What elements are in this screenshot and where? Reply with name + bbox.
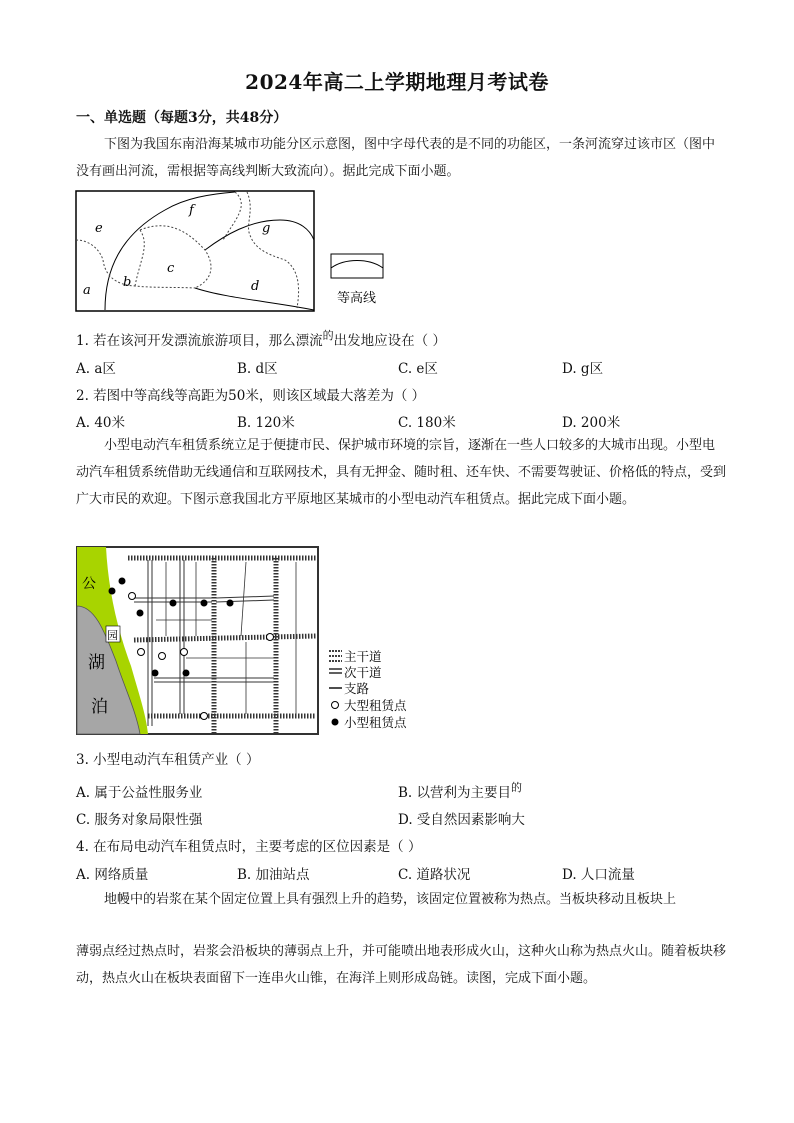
question-1-text-end: 出发地应设在（ ） [333,333,446,349]
lake-label-2: 泊 [91,697,108,717]
q3-option-b-text: B. 以营利为主要目 [398,785,512,801]
question-1-sup: 的 [322,329,334,342]
legend-secondary-road-symbol [329,669,342,673]
intro-paragraph-1: 下图为我国东南沿海某城市功能分区示意图，图中字母代表的是不同的功能区，一条河流穿过该市区（图中没有画出河流，需根据等高线判断大致流向）。据此完成下面小题。 [76,137,716,179]
q2-option-b[interactable]: B. 120米 [237,415,295,431]
small-rental-point [170,600,177,607]
q4-option-a[interactable]: A. 网络质量 [76,867,149,883]
intro-paragraph-3b: 薄弱点经过热点时，岩浆会沿板块的薄弱点上升，并可能喷出地表形成火山，这种火山称为热点火山。随着板块移动，热点火山在板块表面留下一连串火山锥，在海洋上则形成岛链。读图，完成下面小题。 [76,944,727,986]
question-1-text: 1. 若在该河开发漂流旅游项目，那么漂流 [76,333,323,349]
park-label-2: 园 [107,629,118,642]
q3-option-b-sup: 的 [511,781,523,794]
small-rental-point [137,610,144,617]
q3-option-a[interactable]: A. 属于公益性服务业 [76,785,203,801]
q2-option-c[interactable]: C. 180米 [398,415,456,431]
zone-label-b: b [123,275,132,290]
legend-secondary-road: 次干道 [344,665,382,680]
zone-label-d: d [251,279,260,294]
q1-option-d[interactable]: D. g区 [562,361,604,377]
zone-map-frame [76,191,314,311]
legend-main-road: 主干道 [344,649,382,664]
large-rental-point [129,593,136,600]
q3-option-c[interactable]: C. 服务对象局限性强 [76,812,203,828]
legend-branch-road: 支路 [344,681,370,696]
small-rental-point [119,578,126,585]
large-rental-point [201,713,208,720]
q4-option-d[interactable]: D. 人口流量 [562,867,635,883]
question-2: 2. 若图中等高线等高距为50米，则该区域最大落差为（ ） [76,388,426,404]
park-label-1: 公 [82,576,96,592]
small-rental-point [201,600,208,607]
zone-label-c: c [167,261,175,276]
legend-main-road-symbol [329,651,342,661]
intro-paragraph-2: 小型电动汽车租赁系统立足于便捷市民、保护城市环境的宗旨，逐渐在一些人口较多的大城市出现。小型电动汽车租赁系统借助无线通信和互联网技术，具有无押金、随时租、还车快、不需要驾驶证、价格低的特点，受到广大市民的欢迎。下图示意我国北方平原地区某城市的小型电动汽车租赁点。据此完成下面小题。 [76,438,727,507]
contour-legend-label: 等高线 [337,291,377,306]
q4-option-c[interactable]: C. 道路状况 [398,867,471,883]
large-rental-point [159,653,166,660]
q1-option-b[interactable]: B. d区 [237,361,278,377]
zone-label-a: a [83,283,91,298]
question-1 [76,329,446,349]
zone-label-g: g [262,221,271,236]
legend-large-point: 大型租赁点 [344,698,407,713]
question-3: 3. 小型电动汽车租赁产业（ ） [76,752,260,768]
legend-small-point-symbol [332,719,339,726]
lake-label-1: 湖 [88,653,105,673]
q1-option-c[interactable]: C. e区 [398,361,438,377]
q3-option-d[interactable]: D. 受自然因素影响大 [398,812,525,828]
q4-option-b[interactable]: B. 加油站点 [237,867,310,883]
legend-small-point: 小型租赁点 [344,715,407,730]
small-rental-point [227,600,234,607]
small-rental-point [152,670,159,677]
legend-large-point-symbol [332,702,339,709]
intro-paragraph-3a: 地幔中的岩浆在某个固定位置上具有强烈上升的趋势，该固定位置被称为热点。当板块移动且板块上 [104,892,677,907]
question-4: 4. 在布局电动汽车租赁点时，主要考虑的区位因素是（ ） [76,839,422,855]
section-heading: 一、单选题（每题3分，共48分） [76,110,288,126]
q2-option-a[interactable]: A. 40米 [76,415,126,431]
large-rental-point [181,649,188,656]
large-rental-point [138,649,145,656]
zone-map-figure [75,190,395,318]
q3-option-b[interactable] [398,781,522,801]
page-title: 2024年高二上学期地理月考试卷 [245,70,549,94]
rental-map-figure [76,546,436,738]
small-rental-point [183,670,190,677]
q2-option-d[interactable]: D. 200米 [562,415,621,431]
zone-label-f: f [189,203,194,218]
contour-legend-box [331,254,383,278]
small-rental-point [109,588,116,595]
zone-label-e: e [95,221,103,236]
q1-option-a[interactable]: A. a区 [76,361,116,377]
large-rental-point [267,634,274,641]
